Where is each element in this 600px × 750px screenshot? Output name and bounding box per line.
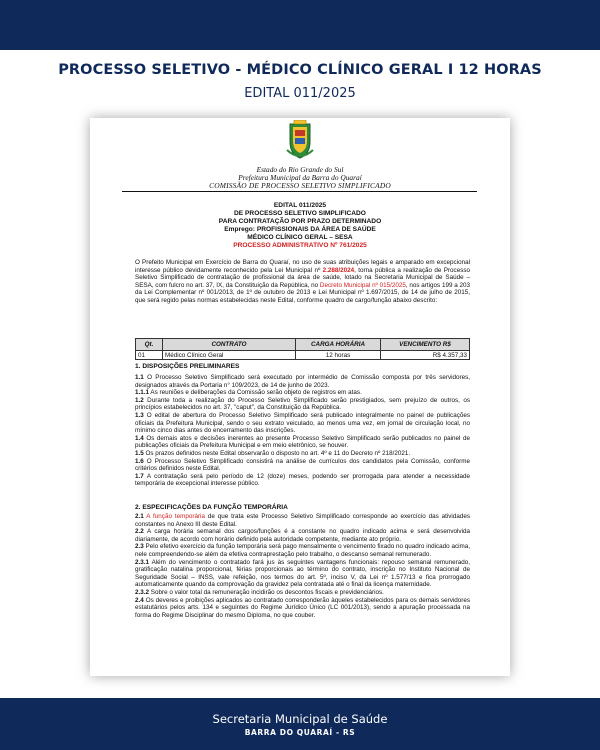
commission-line: COMISSÃO DE PROCESSO SELETIVO SIMPLIFICADO (209, 181, 391, 190)
cell-hours: 12 horas (296, 351, 381, 360)
clause: 2.3.2 Sobre o valor total da remuneração incidirão os descontos fiscais e previdenciários. (135, 588, 384, 596)
edital-number: EDITAL 011/2025 (273, 202, 327, 209)
clause-2-1: 2.1 A função temporária de que trata este Processo Seletivo Simplificado corresponde ao exercício das atividades constantes no Anexo III deste Edital. (135, 513, 470, 528)
clause: 2.3.1 Além do vencimento o contratado fará jus às seguintes vantagens funcionais: repouso semanal remunerado, gratificação natalina proporcional, férias proporcionais ao término do contrato, inscrição no Instituto Nacional de Seguridade Social – INSS, vale refeição, nos termos do art. 5º, inciso V, da Lei nº 1.577/13 e fica prorrogado automaticamente quando da comprovação da gravidez pela contratada até o final da licença maternidade. (135, 558, 470, 589)
table-row (136, 351, 470, 360)
edital-line-4: Emprego: PROFISSIONAIS DA ÁREA DE SAÚDE (224, 226, 376, 233)
page-subtitle: EDITAL 011/2025 (244, 86, 356, 101)
clause: 1.4 Os demais atos e decisões inerentes ao presente Processo Seletivo Simplificado serão publicados no painel de publicações oficiais da Prefeitura Municipal e em meio eletrônico, se houver. (135, 434, 470, 450)
intro-paragraph: O Prefeito Municipal em Exercício de Barra do Quaraí, no uso de suas atribuições legais e amparado em excepcional interesse público devidamente reconhecido pela Lei Municipal nº 2.288/2024, torna pública a realização de Processo Seletivo Simplificado de contratação de profissional da área de saúde, lotado na Secretaria Municipal de Saúde – SESA, com fulcro no art. 37, IX, da Constituição da República, no Decreto Municipal nº 015/2025, nos artigos 199 a 203 da Lei Complementar nº 001/2013, de 1º de outubro de 2013 e Lei Municipal nº 1.697/2015, de 14 de julho de 2015, que será regido pelas normas estabelecidas neste Edital, conforme quadro de cargo/função abaixo descrito: (135, 259, 470, 304)
page-title: PROCESSO SELETIVO - MÉDICO CLÍNICO GERAL I 12 HORAS (58, 62, 542, 78)
footer-city: BARRA DO QUARAÍ - RS (244, 728, 356, 737)
edital-line-5: MÉDICO CLÍNICO GERAL – SESA (247, 234, 353, 241)
header-divider (122, 191, 477, 192)
clause: 2.4 Os deveres e proibições aplicados ao contratado corresponderão àqueles estabelecidos para os demais servidores estatutários pelos arts. 134 e seguintes do Regime Jurídico Único (LC 001/2013), sendo a apuração processada na forma do Regime Disciplinar do mesmo Diploma, no que couber. (135, 596, 470, 619)
decree-reference: Decreto Municipal nº 015/2025 (319, 281, 406, 289)
process-number: PROCESSO ADMINISTRATIVO Nº 761/2025 (233, 242, 367, 249)
state-line: Estado do Rio Grande do Sul (256, 165, 344, 174)
clause: 1.1 O Processo Seletivo Simplificado será executado por intermédio de Comissão composta por três servidores, designados através da Portaria n° 109/2023, de 14 de junho de 2023. (135, 374, 470, 389)
cell-qty: 01 (136, 351, 163, 360)
footer-secretaria: Secretaria Municipal de Saúde (212, 712, 388, 726)
clause: 1.5 Os prazos definidos neste Edital observarão o disposto no art. 4º e 11 do Decreto nº 218/2021. (135, 449, 411, 457)
clause: 1.3 O edital de abertura do Processo Seletivo Simplificado será publicado integralmente no painel de publicações oficiais da Prefeitura Municipal, sendo o seu extrato veiculado, ao menos uma vez, em jornal de circulação local, no mínimo cinco dias antes do encerramento das inscrições. (135, 411, 470, 435)
clause: 2.3 Pelo efetivo exercício da função temporária será pago mensalmente o vencimento fixado no quadro indicado acima, nele compreendendo-se além da efetiva contraprestação pelo trabalho, o descanso semanal remunerado. (135, 543, 470, 558)
clause: 1.7 A contratação será pelo período de 12 (doze) meses, podendo ser prorrogada para atender a necessidade temporária de excepcional interesse público. (135, 472, 470, 488)
clause: 1.6 O Processo Seletivo Simplificado consistirá na análise de currículos dos candidatos pela Comissão, conforme critérios definidos neste Edital. (135, 457, 470, 473)
cell-contract: Médico Clínico Geral (163, 351, 296, 360)
col-header: CONTRATO (163, 339, 296, 351)
clause: 1.2 Durante toda a realização do Processo Seletivo Simplificado serão prestigiados, sem prejuízo de outros, os princípios estabelecidos no art. 37, "caput", da Constituição da República. (135, 396, 470, 412)
cell-salary: R$ 4.357,33 (381, 351, 470, 360)
law-reference: 2.288/2024 (322, 266, 355, 274)
position-table (135, 338, 470, 360)
prefeitura-line: Prefeitura Municipal da Barra do Quaraí (238, 173, 362, 182)
section-2-body (135, 513, 470, 619)
section-2-title: 2. ESPECIFICAÇÕES DA FUNÇÃO TEMPORÁRIA (135, 504, 288, 511)
edital-document (90, 118, 510, 676)
col-header: VENCIMENTO R$ (381, 339, 470, 351)
municipal-coat-of-arms-icon (284, 120, 316, 160)
clause: 2.2 A carga horária semanal dos cargos/funções é a constante no quadro indicado acima e será desenvolvida diariamente, de acordo com horário definido pela autoridade competente, mediante ato próprio. (135, 528, 470, 543)
section-1-title: 1. DISPOSIÇÕES PRELIMINARES (135, 363, 240, 370)
section-1-body (135, 374, 470, 488)
clause: 1.1.1 As reuniões e deliberações da Comissão serão objeto de registros em atas. (135, 389, 362, 397)
edital-line-3: PARA CONTRATAÇÃO POR PRAZO DETERMINADO (218, 218, 382, 225)
col-header: CARGA HORÁRIA (296, 339, 381, 351)
col-header: Qt. (136, 339, 163, 351)
table-header-row (136, 339, 470, 351)
edital-line-2: DE PROCESSO SELETIVO SIMPLIFICADO (234, 210, 366, 217)
top-banner (0, 0, 600, 50)
